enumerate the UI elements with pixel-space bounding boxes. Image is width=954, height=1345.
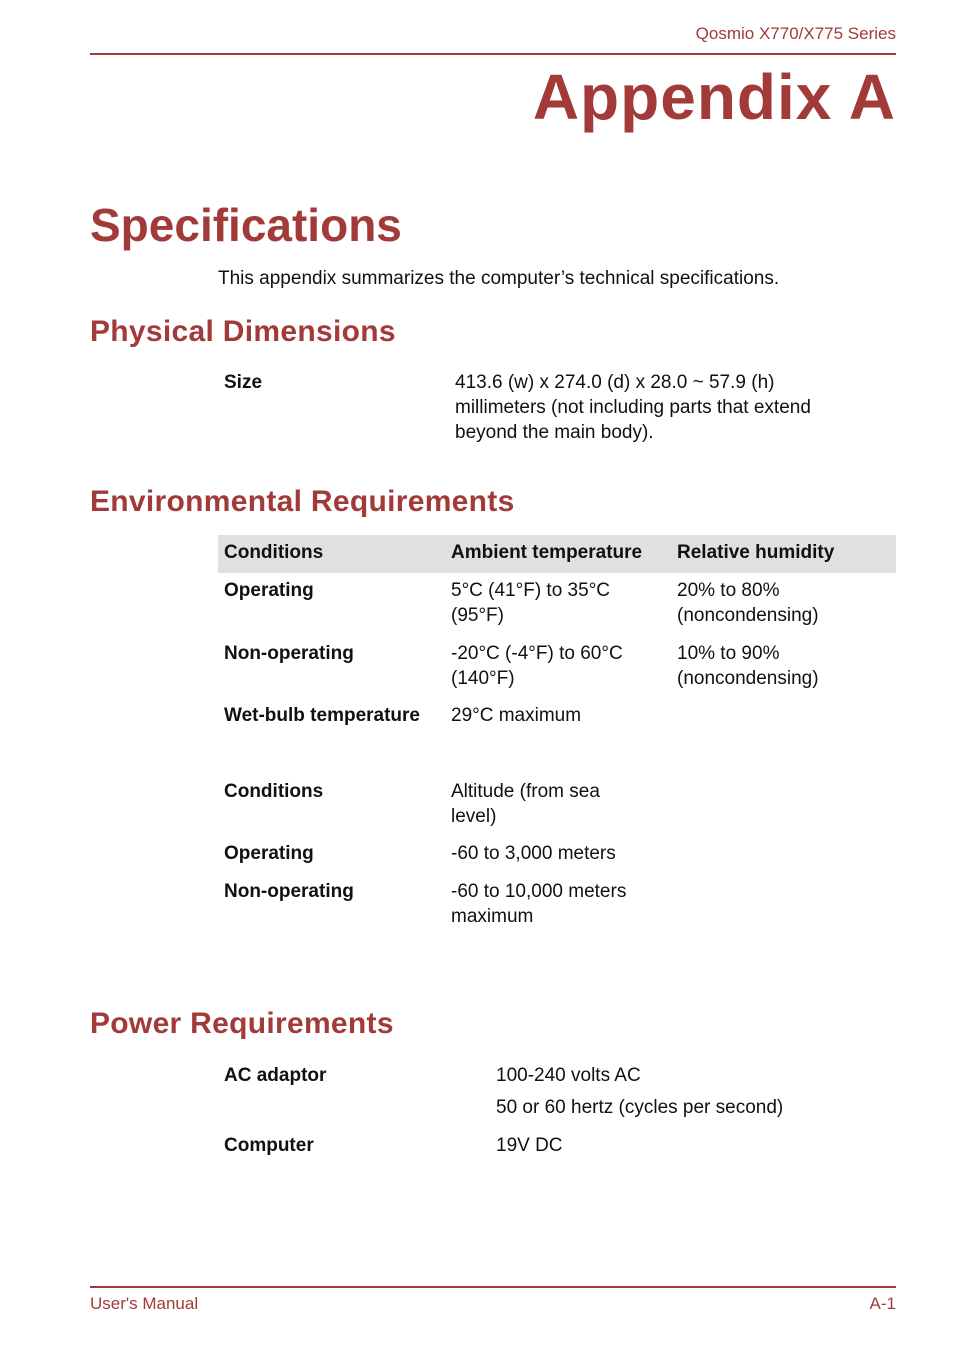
section-title-physical: Physical Dimensions [90, 315, 396, 348]
appendix-title: Appendix A [532, 61, 896, 133]
table-row-label: Non-operating [224, 881, 354, 902]
table-cell-humidity [677, 641, 819, 691]
running-header: Qosmio X770/X775 Series [695, 24, 896, 43]
footer-manual-title: User's Manual [90, 1294, 199, 1313]
size-value [455, 370, 811, 445]
cell-line: (140°F) [451, 668, 515, 689]
cell-line: maximum [451, 906, 534, 927]
size-value-line: beyond the main body). [455, 422, 654, 443]
altitude-cell [451, 879, 626, 929]
size-value-line: 413.6 (w) x 274.0 (d) x 28.0 ~ 57.9 (h) [455, 372, 775, 393]
cell-line: level) [451, 806, 497, 827]
table-cell-temperature [451, 641, 623, 691]
ac-adaptor-value: 100-240 volts AC [496, 1065, 641, 1086]
table-row-label: Operating [224, 843, 314, 864]
cell-line: (noncondensing) [677, 605, 819, 626]
header-rule [90, 53, 896, 55]
cell-line: -20°C (-4°F) to 60°C [451, 643, 623, 664]
size-label: Size [224, 372, 263, 393]
table-header-conditions: Conditions [224, 542, 324, 563]
intro-text: This appendix summarizes the computer’s technical specifications. [218, 268, 780, 289]
table-header-temperature: Ambient temperature [451, 542, 643, 563]
computer-label: Computer [224, 1135, 314, 1156]
table-row-label: Operating [224, 580, 314, 601]
page-title: Specifications [90, 199, 402, 251]
altitude-header-conditions: Conditions [224, 781, 324, 802]
page-number: A-1 [869, 1294, 896, 1313]
cell-line: Altitude (from sea [451, 781, 600, 802]
table-cell-humidity [677, 578, 819, 628]
cell-line: 10% to 90% [677, 643, 780, 664]
cell-line: (noncondensing) [677, 668, 819, 689]
cell-line: 5°C (41°F) to 35°C [451, 580, 611, 601]
section-title-power: Power Requirements [90, 1007, 394, 1040]
cell-line: 20% to 80% [677, 580, 780, 601]
table-header-humidity: Relative humidity [677, 542, 835, 563]
altitude-header-value [451, 779, 600, 829]
cell-line: -60 to 10,000 meters [451, 881, 627, 902]
altitude-cell: -60 to 3,000 meters [451, 843, 616, 864]
computer-value: 19V DC [496, 1135, 563, 1156]
size-value-line: millimeters (not including parts that extend [455, 397, 811, 418]
footer-rule [90, 1286, 896, 1288]
table-cell-temperature: 29°C maximum [451, 705, 582, 726]
table-cell-temperature [451, 578, 610, 628]
section-title-environmental: Environmental Requirements [90, 485, 515, 518]
cell-line: (95°F) [451, 605, 504, 626]
table-row-label: Non-operating [224, 643, 354, 664]
ac-adaptor-label: AC adaptor [224, 1065, 327, 1086]
ac-adaptor-value: 50 or 60 hertz (cycles per second) [496, 1097, 784, 1118]
table-row-label: Wet-bulb temperature [224, 705, 421, 726]
